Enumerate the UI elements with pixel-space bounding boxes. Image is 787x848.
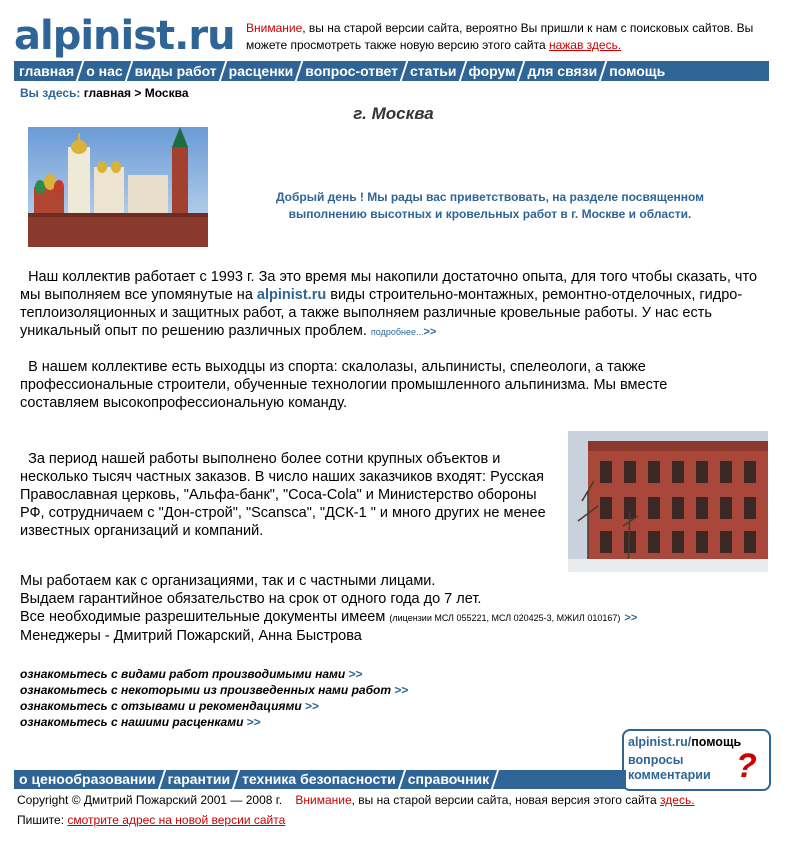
help-box-help: помощь (691, 735, 742, 749)
old-version-notice (246, 20, 766, 54)
link-arrow[interactable]: >> (348, 667, 363, 681)
link-works-text[interactable]: ознакомьтесь с некоторыми из произведенных нами работ (20, 683, 391, 697)
footer-warning: Внимание (295, 793, 352, 807)
breadcrumb (20, 86, 189, 100)
link-arrow[interactable]: >> (394, 683, 409, 697)
link-services[interactable] (20, 666, 408, 682)
nav-item-services[interactable]: виды работ (134, 63, 217, 79)
more-arrow[interactable]: >> (423, 326, 437, 338)
team-text: В нашем коллективе есть выходцы из спорта: скалолазы, альпинисты, спелеологи, а также профессиональные строители, обученные технологии промышленного альпинизма. Мы вместе составляем высокопрофессиональную команду. (20, 359, 668, 411)
nav-item-faq[interactable]: вопрос-ответ (305, 63, 399, 79)
nav-item-help[interactable]: помощь (609, 63, 666, 79)
copyright-text: Copyright © Дмитрий Пожарский 2001 — 2008 г. (17, 793, 283, 807)
bottom-nav-reference[interactable]: справочник (407, 771, 490, 787)
help-box-questions: вопросы (628, 753, 684, 767)
kremlin-photo (28, 127, 208, 247)
footer-new-version-link[interactable]: здесь. (660, 793, 695, 807)
terms-line-1: Мы работаем как с организациями, так и с частными лицами. (20, 573, 436, 589)
link-reviews-text[interactable]: ознакомьтесь с отзывами и рекомендациями (20, 699, 302, 713)
link-reviews[interactable] (20, 698, 408, 714)
link-arrow[interactable]: >> (246, 715, 261, 729)
link-works[interactable] (20, 682, 408, 698)
help-box-title (628, 735, 741, 749)
help-box-comments: комментарии (628, 768, 711, 782)
licenses-text: Все необходимые разрешительные документы имеем (20, 609, 386, 625)
nav-item-forum[interactable]: форум (468, 63, 516, 79)
licenses-arrow[interactable]: >> (624, 612, 638, 624)
site-logo[interactable]: alpinist.ru (14, 13, 235, 59)
intro-paragraph (20, 268, 760, 341)
link-services-text[interactable]: ознакомьтесь с видами работ производимыми нами (20, 667, 346, 681)
clients-text: За период нашей работы выполнено более сотни крупных объектов и несколько тысяч частных заказов. В число наших заказчиков входят: Русская Православная церковь, "Альфа-банк", "Coca-Cola" и Министерство обороны РФ, сотрудничаем с "Дон-строй", "Scansca", "ДСК-1 " и много других не менее известных организаций и компаний. (20, 451, 546, 539)
terms-line-3 (20, 608, 760, 627)
page-title: г. Москва (353, 104, 434, 123)
clients-paragraph (20, 450, 550, 540)
bottom-nav (14, 770, 626, 789)
nav-item-articles[interactable]: статьи (410, 63, 457, 79)
breadcrumb-home[interactable]: главная (83, 86, 132, 100)
more-link[interactable]: подробнее... (370, 327, 424, 337)
link-prices[interactable] (20, 714, 408, 730)
licenses-list: (лицензии МСЛ 055221, МСЛ 020425-3, МЖИЛ 010167) (389, 613, 621, 623)
nav-item-about[interactable]: о нас (86, 63, 123, 79)
breadcrumb-current: Москва (144, 86, 189, 100)
question-mark-icon: ? (736, 747, 757, 785)
help-box[interactable] (622, 729, 771, 791)
bottom-nav-guarantees[interactable]: гарантии (167, 771, 231, 787)
notice-text: , вы на старой версии сайта, вероятно Вы пришли к нам с поисковых сайтов. Вы можете просмотреть также новую версию этого сайта (246, 21, 754, 52)
new-version-link[interactable]: нажав здесь. (548, 38, 622, 52)
nav-item-prices[interactable]: расценки (228, 63, 294, 79)
terms-paragraph (20, 572, 760, 645)
brand-name: alpinist.ru (256, 287, 327, 303)
building-photo (568, 431, 768, 572)
intro-text-a: Наш коллектив работает с 1993 г. За это время мы накопили достаточно опыта, для того чтобы сказать, что мы выполняем все упомянутые на (20, 269, 758, 303)
bottom-nav-safety[interactable]: техника безопасности (242, 771, 396, 787)
notice-warning: Внимание (246, 21, 303, 35)
link-prices-text[interactable]: ознакомьтесь с нашими расценками (20, 715, 244, 729)
write-line (17, 813, 285, 827)
nav-item-contact[interactable]: для связи (527, 63, 598, 79)
intro-text-b: виды строительно-монтажных, ремонтно-отделочных, гидро-теплоизоляционных и защитных работ, а также выполняем различные кровельные работы. У нас есть уникальный опыт по решению различных проблем. (20, 287, 743, 339)
greeting-text: Добрый день ! Мы рады вас приветствовать, на разделе посвященном выполнению высотных и кровельных работ в г. Москве и области. (275, 190, 705, 221)
main-nav (14, 61, 769, 81)
managers-line: Менеджеры - Дмитрий Пожарский, Анна Быстрова (20, 628, 362, 644)
help-box-site: alpinist.ru/ (628, 735, 692, 749)
link-arrow[interactable]: >> (305, 699, 320, 713)
contact-address-link[interactable]: смотрите адрес на новой версии сайта (67, 813, 286, 827)
write-label: Пишите: (17, 813, 65, 827)
terms-line-2: Выдаем гарантийное обязательство на срок от одного года до 7 лет. (20, 591, 482, 607)
bottom-nav-pricing[interactable]: о ценообразовании (19, 771, 156, 787)
nav-item-home[interactable]: главная (19, 63, 75, 79)
breadcrumb-label: Вы здесь: (20, 86, 81, 100)
footer-warning-text: , вы на старой версии сайта, новая версия этого сайта (351, 793, 661, 807)
quick-links (20, 666, 408, 730)
breadcrumb-sep: > (134, 86, 142, 100)
help-box-lines (628, 753, 711, 783)
team-paragraph (20, 358, 720, 412)
copyright-line (17, 793, 695, 807)
